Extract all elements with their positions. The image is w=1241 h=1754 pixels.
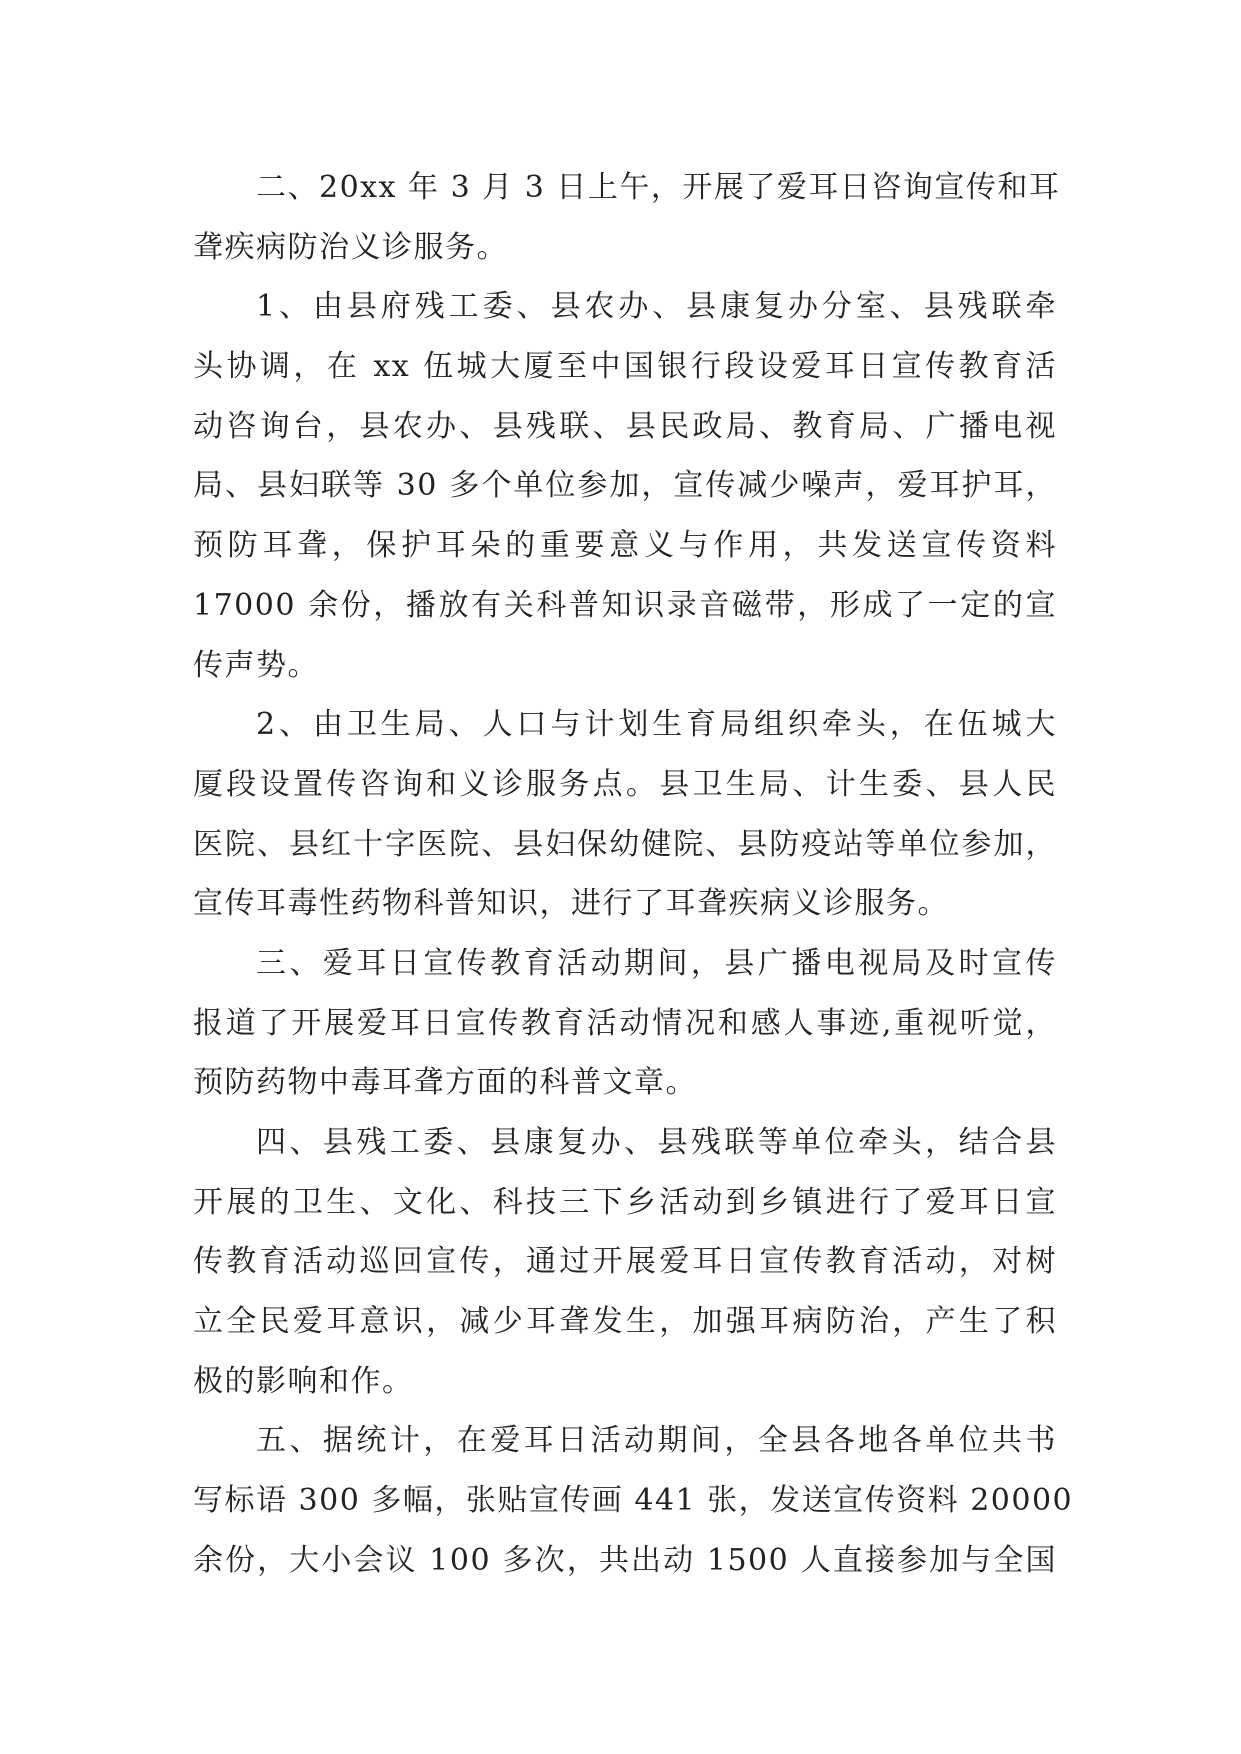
text-line: 预防耳聋，保护耳朵的重要意义与作用，共发送宣传资料 — [193, 528, 1057, 564]
text-line: 动咨询台，县农办、县残联、县民政局、教育局、广播电视 — [193, 408, 1057, 444]
text-line: 传声势。 — [193, 647, 319, 683]
text-line: 极的影响和作。 — [193, 1363, 414, 1399]
text-line: 宣传耳毒性药物科普知识，进行了耳聋疾病义诊服务。 — [193, 886, 949, 922]
text-line: 厦段设置传咨询和义诊服务点。县卫生局、计生委、县人民 — [193, 766, 1057, 802]
text-line: 传教育活动巡回宣传，通过开展爱耳日宣传教育活动，对树 — [193, 1244, 1057, 1280]
text-line: 局、县妇联等 30 多个单位参加，宣传减少噪声，爱耳护耳， — [193, 468, 1057, 504]
text-line: 2、由卫生局、人口与计划生育局组织牵头，在伍城大 — [256, 707, 1057, 743]
text-line: 立全民爱耳意识，减少耳聋发生，加强耳病防治，产生了积 — [193, 1304, 1057, 1340]
text-line: 聋疾病防治义诊服务。 — [193, 229, 508, 265]
text-line: 开展的卫生、文化、科技三下乡活动到乡镇进行了爱耳日宣 — [193, 1184, 1057, 1220]
text-line: 医院、县红十字医院、县妇保幼健院、县防疫站等单位参加， — [193, 826, 1057, 862]
text-line: 预防药物中毒耳聋方面的科普文章。 — [193, 1065, 697, 1101]
text-line: 报道了开展爱耳日宣传教育活动情况和感人事迹,重视听觉， — [193, 1005, 1057, 1041]
text-line: 17000 余份，播放有关科普知识录音磁带，形成了一定的宣 — [193, 587, 1057, 623]
text-line: 头协调，在 xx 伍城大厦至中国银行段设爱耳日宣传教育活 — [193, 349, 1057, 385]
text-line: 五、据统计，在爱耳日活动期间，全县各地各单位共书 — [256, 1423, 1057, 1459]
text-line: 二、20xx 年 3 月 3 日上午，开展了爱耳日咨询宣传和耳 — [256, 170, 1061, 205]
text-line: 1、由县府残工委、县农办、县康复办分室、县残联牵 — [256, 289, 1057, 325]
text-line: 四、县残工委、县康复办、县残联等单位牵头，结合县 — [256, 1125, 1057, 1160]
text-line: 三、爱耳日宣传教育活动期间，县广播电视局及时宣传 — [256, 945, 1057, 981]
text-line: 写标语 300 多幅，张贴宣传画 441 张，发送宣传资料 20000 — [193, 1483, 1074, 1519]
document-body — [193, 158, 1074, 1591]
text-line: 余份，大小会议 100 多次，共出动 1500 人直接参加与全国 — [193, 1542, 1057, 1578]
